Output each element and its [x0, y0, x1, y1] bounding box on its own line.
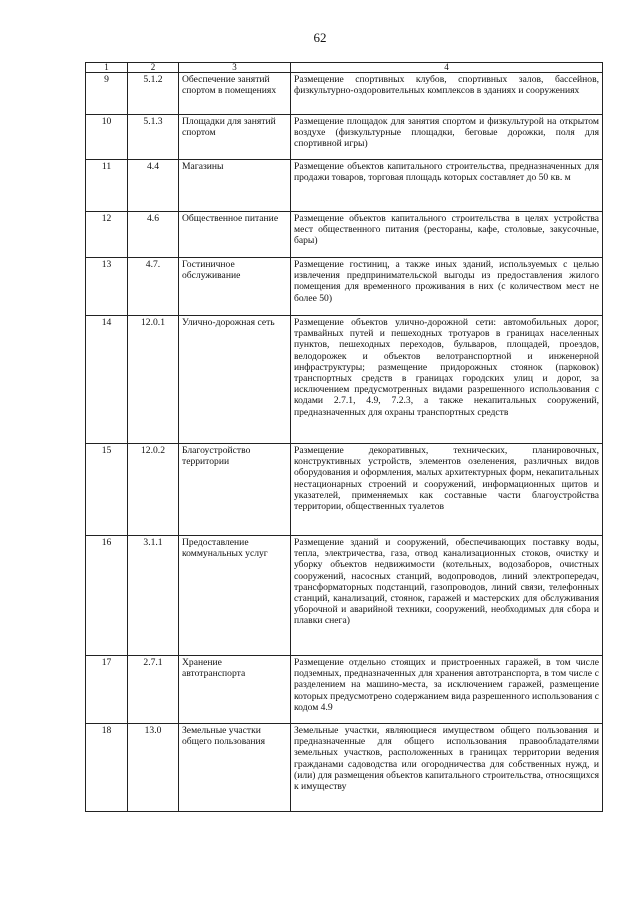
use-name: Обеспечение занятий спортом в помещениях: [179, 73, 291, 115]
zoning-table: [85, 62, 603, 812]
use-code: 5.1.3: [128, 115, 179, 160]
use-name: Магазины: [179, 160, 291, 212]
use-name: Общественное питание: [179, 212, 291, 258]
use-description: Земельные участки, являющиеся имуществом общего пользования и предназначенные для общего использования правообладателями земельных участков, расположенных в границах территории ведения гражданами садоводства или огородничества для собственных нужд, и (или) для размещения объектов капитального строительства, относящихся к имуществу: [291, 724, 603, 812]
use-description: Размещение площадок для занятия спортом и физкультурой на открытом воздухе (физкультурные площадки, беговые дорожки, поля для спортивной игры): [291, 115, 603, 160]
table-row: [86, 258, 603, 316]
table-row: [86, 316, 603, 444]
use-description: Размещение отдельно стоящих и пристроенных гаражей, в том числе подземных, предназначенных для хранения автотранспорта, в том числе с разделением на машино-места, за исключением гаражей, размещение которых предусмотрено содержанием вида разрешенного использования с кодом 4.9: [291, 656, 603, 724]
row-number: 15: [86, 444, 128, 536]
use-code: 4.7.: [128, 258, 179, 316]
row-number: 16: [86, 536, 128, 656]
use-name: Предоставление коммунальных услуг: [179, 536, 291, 656]
use-description: Размещение объектов улично-дорожной сети: автомобильных дорог, трамвайных путей и пешеходных тротуаров в границах населенных пунктов, пешеходных переходов, бульваров, площадей, проездов, велодорожек и объектов велотранспортной и инженерной инфраструктуры; размещение придорожных стоянок (парковок) транспортных средств в границах городских улиц и дорог, за исключением предусмотренных видами разрешенного использования с кодами 2.7.1, 4.9, 7.2.3, а также некапитальных сооружений, предназначенных для охраны транспортных средств: [291, 316, 603, 444]
use-code: 13.0: [128, 724, 179, 812]
use-name: Земельные участки общего пользования: [179, 724, 291, 812]
column-header: 3: [179, 63, 291, 73]
use-description: Размещение спортивных клубов, спортивных залов, бассейнов, физкультурно-оздоровительных комплексов в зданиях и сооружениях: [291, 73, 603, 115]
row-number: 12: [86, 212, 128, 258]
use-code: 12.0.1: [128, 316, 179, 444]
use-code: 5.1.2: [128, 73, 179, 115]
table-row: [86, 160, 603, 212]
table-row: [86, 73, 603, 115]
table-row: [86, 724, 603, 812]
use-description: Размещение объектов капитального строительства, предназначенных для продажи товаров, торговая площадь которых составляет до 50 кв. м: [291, 160, 603, 212]
column-header: 2: [128, 63, 179, 73]
use-code: 3.1.1: [128, 536, 179, 656]
row-number: 10: [86, 115, 128, 160]
use-description: Размещение объектов капитального строительства в целях устройства мест общественного питания (рестораны, кафе, столовые, закусочные, бары): [291, 212, 603, 258]
page-number: 62: [313, 30, 327, 45]
use-name: Площадки для занятий спортом: [179, 115, 291, 160]
row-number: 11: [86, 160, 128, 212]
use-description: Размещение декоративных, технических, планировочных, конструктивных устройств, элементов озеленения, различных видов оборудования и оформления, малых архитектурных форм, некапитальных нестационарных строений и сооружений, информационных щитов и указателей, применяемых как составные части благоустройства территории, общественных туалетов: [291, 444, 603, 536]
column-header: 4: [291, 63, 603, 73]
use-description: Размещение зданий и сооружений, обеспечивающих поставку воды, тепла, электричества, газа, отвод канализационных стоков, очистку и уборку объектов недвижимости (котельных, водозаборов, очистных сооружений, насосных станций, водопроводов, линий электропередач, трансформаторных подстанций, газопроводов, линий связи, телефонных станций, канализаций, стоянок, гаражей и мастерских для обслуживания уборочной и аварийной техники, сооружений, необходимых для сбора и плавки снега): [291, 536, 603, 656]
use-code: 2.7.1: [128, 656, 179, 724]
use-description: Размещение гостиниц, а также иных зданий, используемых с целью извлечения предпринимательской выгоды из предоставления жилого помещения для временного проживания в них (с количеством мест не более 50): [291, 258, 603, 316]
use-name: Благоустройство территории: [179, 444, 291, 536]
use-code: 12.0.2: [128, 444, 179, 536]
table-row: [86, 212, 603, 258]
table-row: [86, 115, 603, 160]
row-number: 17: [86, 656, 128, 724]
use-code: 4.4: [128, 160, 179, 212]
use-name: Гостиничное обслуживание: [179, 258, 291, 316]
table-row: [86, 536, 603, 656]
use-code: 4.6: [128, 212, 179, 258]
use-name: Хранение автотранспорта: [179, 656, 291, 724]
table-header-row: [86, 63, 603, 73]
row-number: 13: [86, 258, 128, 316]
row-number: 14: [86, 316, 128, 444]
column-header: 1: [86, 63, 128, 73]
row-number: 18: [86, 724, 128, 812]
row-number: 9: [86, 73, 128, 115]
use-name: Улично-дорожная сеть: [179, 316, 291, 444]
table-row: [86, 444, 603, 536]
table-row: [86, 656, 603, 724]
